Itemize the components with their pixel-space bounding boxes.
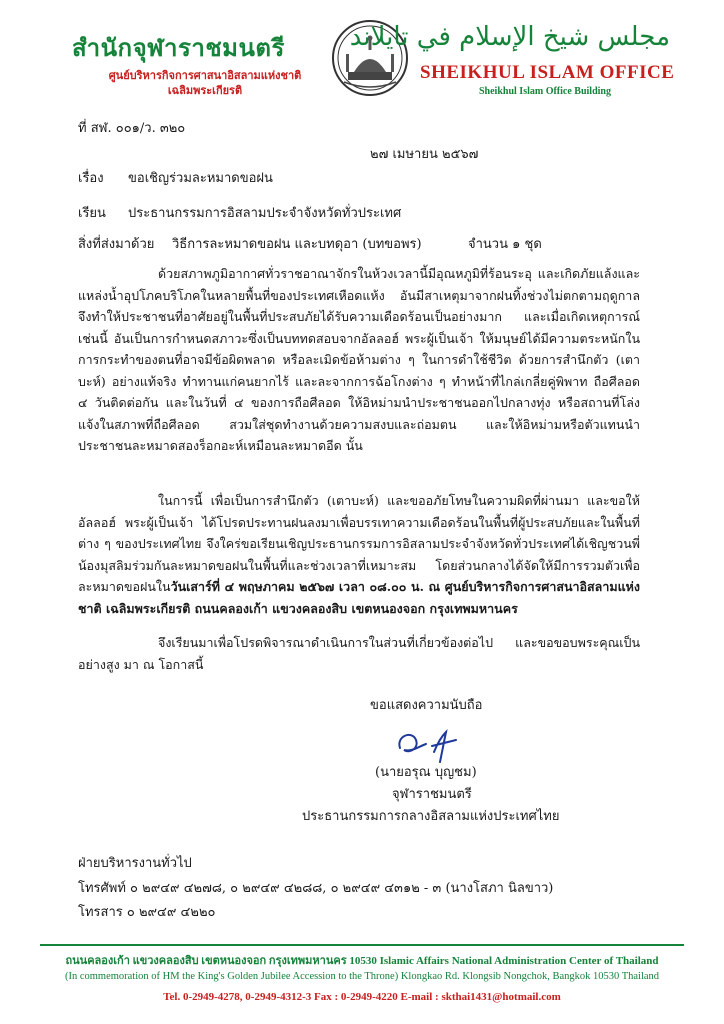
body-paragraph-3: จึงเรียนมาเพื่อโปรดพิจารณาดำเนินการในส่วนที่เกี่ยวข้องต่อไป และขอขอบพระคุณเป็นอย่างสูง มา ณ โอกาสนี้ bbox=[78, 635, 640, 672]
letter-date: ๒๗ เมษายน ๒๕๖๗ bbox=[370, 147, 479, 162]
recipient-text: ประธานกรรมการอิสลามประจำจังหวัดทั่วประเทศ bbox=[128, 206, 402, 221]
footer-contact-line: Tel. 0-2949-4278, 0-2949-4312-3 Fax : 0-2949-4220 E-mail : skthai1431@hotmail.com bbox=[163, 991, 561, 1003]
body-paragraph-2 bbox=[78, 490, 640, 619]
enclosure-count: จำนวน ๑ ชุด bbox=[468, 237, 542, 252]
footer-address-line-1: ถนนคลองเก้า แขวงคลองสิบ เขตหนองจอก กรุงเทพมหานคร 10530 Islamic Affairs National Administration Center of Thailand bbox=[65, 955, 659, 967]
body-paragraph-1: ด้วยสภาพภูมิอากาศทั่วราชอาณาจักรในห้วงเวลานี้มีอุณหภูมิที่ร้อนระอุ และเกิดภัยแล้งและแหล่งน้ำอุปโภคบริโภคในหลายพื้นที่ของประเทศเหือดแห้ง อันมีสาเหตุมาจากฝนทิ้งช่วงไม่ตกตามฤดูกาล จึงทำให้ประชาชนที่อาศัยอยู่ในพื้นที่ประสบภัยได้รับความเดือดร้อนเป็นอย่างมาก และเมื่อเกิดเหตุการณ์เช่นนี้ อันเป็นการกำหนดสภาวะซึ่งเป็นบททดสอบจากอัลลอฮ์ พระผู้เป็นเจ้า ให้มนุษย์ได้มีความตระหนักในการกระทำของตนที่อาจมีข้อผิดพลาด หรือละเมิดข้อห้ามต่าง ๆ ในการดำใช้ชีวิต ด้วยการสำนึกตัว (เตาบะห์) อย่างแท้จริง ทำทานแก่คนยากไร้ และละจากการฉ้อโกงต่าง ๆ ทำหน้าที่ไกล่เกลี่ยคู่พิพาท ถือศีลอด ๔ วันติดต่อกัน และในวันที่ ๔ ของการถือศีลอด ให้อิหม่ามนำประชาชนออกไปกลางทุ่ง หรือสถานที่โล่งแจ้งในสภาพที่ถือศีลอด สวมใส่ชุดทำงานด้วยความสงบและถ่อมตน และให้อิหม่ามหรือตัวแทนนำประชาชนละหมาดสองร็อกอะห์เหมือนละหมาดอีด นั้น bbox=[78, 266, 640, 453]
department-name: ฝ่ายบริหารงานทั่วไป bbox=[78, 856, 192, 871]
footer-address-line-2: (In commemoration of HM the King's Golden Jubilee Accession to the Throne) Klongkao Rd. Klongsib Nongchok, Bangkok 10530 Thailand bbox=[64, 971, 660, 982]
subject-label: เรื่อง bbox=[78, 171, 104, 186]
footer-divider bbox=[40, 944, 684, 946]
letterhead-thai-subtitle-2: เฉลิมพระเกียรติ bbox=[167, 84, 243, 97]
closing-salutation: ขอแสดงความนับถือ bbox=[370, 698, 483, 713]
signer-organization: ประธานกรรมการกลางอิสลามแห่งประเทศไทย bbox=[302, 809, 560, 824]
letterhead-english-title: SHEIKHUL ISLAM OFFICE bbox=[420, 62, 675, 83]
letterhead-thai-subtitle-1: ศูนย์บริหารกิจการศาสนาอิสลามแห่งชาติ bbox=[108, 69, 302, 82]
subject-text: ขอเชิญร่วมละหมาดขอฝน bbox=[128, 171, 273, 186]
telephone-numbers: โทรศัพท์ ๐ ๒๙๔๙ ๔๒๗๘, ๐ ๒๙๔๙ ๔๒๘๘, ๐ ๒๙๔๙ ๔๓๑๒ - ๓ (นางโสภา นิลขาว) bbox=[78, 881, 554, 896]
recipient-label: เรียน bbox=[78, 206, 106, 221]
fax-number: โทรสาร ๐ ๒๙๔๙ ๔๒๒๐ bbox=[78, 905, 216, 920]
letterhead-english-subtitle: Sheikhul Islam Office Building bbox=[479, 86, 611, 97]
body-paragraph-2-text: ในการนี้ เพื่อเป็นการสำนึกตัว (เตาบะห์) และขออภัยโทษในความผิดที่ผ่านมา และขอให้อัลลอฮ์ พระผู้เป็นเจ้า ได้โปรดประทานฝนลงมาเพื่อบรรเทาความเดือดร้อนในพื้นที่ผู้ประสบภัยและในพื้นที่ต่าง ๆ ของประเทศไทย จึงใคร่ขอเรียนเชิญประธานกรรมการอิสลามประจำจังหวัดทั่วประเทศได้เชิญชวนพี่น้องมุสลิมร่วมกันละหมาดขอฝนในพื้นที่และช่วงเวลาที่เหมาะสม โดยส่วนกลางได้จัดให้มีการรวมตัวเพื่อละหมาดขอฝนใน bbox=[78, 493, 640, 594]
enclosure-label: สิ่งที่ส่งมาด้วย bbox=[78, 237, 155, 252]
enclosure-text: วิธีการละหมาดขอฝน และบทดุอา (บทขอพร) bbox=[172, 237, 422, 252]
event-date-location: วันเสาร์ที่ ๔ พฤษภาคม ๒๕๖๗ เวลา ๐๘.๐๐ น. ณ ศูนย์บริหารกิจการศาสนาอิสลามแห่งชาติ เฉลิมพระเกียรติ ถนนคลองเก้า แขวงคลองสิบ เขตหนองจอก กรุงเทพมหานคร bbox=[78, 579, 640, 616]
letterhead-arabic-calligraphy: مجلس شيخ الإسلام في تايلاند bbox=[349, 22, 670, 52]
signer-title: จุฬาราชมนตรี bbox=[392, 787, 472, 802]
handwritten-signature bbox=[392, 722, 464, 764]
letterhead-thai-title: สำนักจุฬาราชมนตรี bbox=[72, 34, 285, 62]
signer-name: (นายอรุณ บุญชม) bbox=[375, 765, 477, 780]
reference-number: ที่ สฬ. ๐๐๑/ว. ๓๒๐ bbox=[78, 121, 186, 136]
